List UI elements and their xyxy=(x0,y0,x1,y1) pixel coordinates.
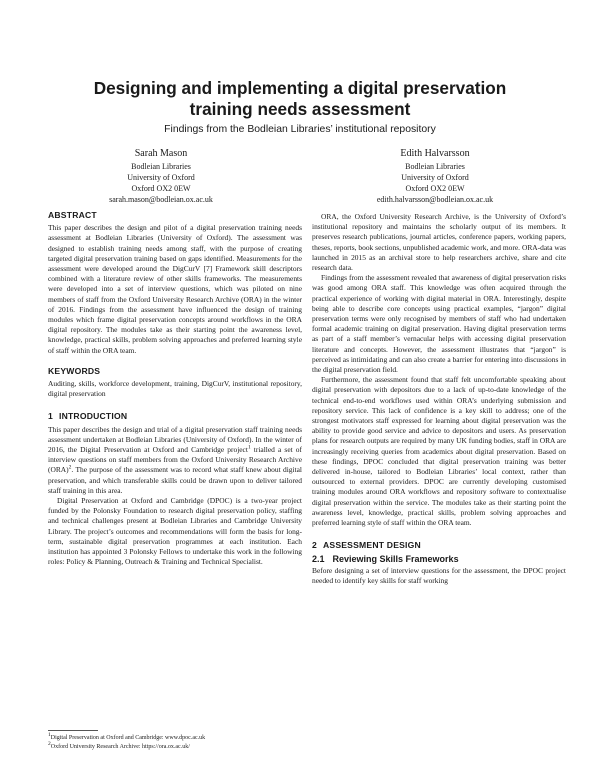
footnote-2: $^2$Oxford University Research Archive: https://ora.ox.ac.uk/ xyxy=(48,740,190,750)
right-column xyxy=(312,212,566,586)
section-title: INTRODUCTION xyxy=(58,411,128,422)
author-email: sarah.mason@bodleian.ox.ac.uk xyxy=(109,195,213,204)
section-title: ASSESSMENT DESIGN xyxy=(322,540,421,551)
subsection-title: Reviewing Skills Frameworks xyxy=(332,553,459,564)
subsection-number: 2.1 xyxy=(312,553,325,564)
author-affiliation: Bodleian Libraries xyxy=(131,162,191,171)
abstract-heading: ABSTRACT xyxy=(48,210,97,220)
footnotes xyxy=(48,730,302,751)
left-column xyxy=(48,210,302,568)
subsection-2-1-text: Before designing a set of interview questions for the assessment, the DPOC project needed to identify key skills for staff working xyxy=(312,565,566,585)
author-university: University of Oxford xyxy=(401,173,469,182)
footnote-1: $^1$Digital Preservation at Oxford and Cambridge: www.dpoc.ac.uk xyxy=(48,732,206,741)
author-address: Oxford OX2 0EW xyxy=(131,184,191,193)
intro-paragraph-1: This paper describes the design and trial of a digital preservation staff training needs assessment undertaken at Bodleian Libraries (University of Oxford). In the winter of 2016, the Digital Preservation at Oxford and Cambridge project$^1$ trialled a set of interview questions on staff members from the Oxford University Research Archive (ORA)$^2$. The purpose of the assessment was to record what staff knew about digital preservation, and which transferable skills could be drawn upon to deliver tailored staff training in this area. xyxy=(48,424,303,495)
author-email: edith.halvarsson@bodleian.ox.ac.uk xyxy=(376,195,494,204)
subsection-2-1-heading xyxy=(312,554,566,564)
author-block-1 xyxy=(46,147,276,205)
author-university: University of Oxford xyxy=(127,173,195,182)
paper-title: Designing and implementing a digital preservation training needs assessment xyxy=(93,78,507,119)
section-number: 2 xyxy=(312,540,317,551)
keywords-heading: KEYWORDS xyxy=(48,365,101,376)
section-1-heading xyxy=(48,411,302,421)
author-name: Sarah Mason xyxy=(134,148,188,159)
abstract-text: This paper describes the design and pilot of a digital preservation training needs assessment at Bodleian Libraries (University of Oxford). The assessment was designed to establish training needs among staff, with the purpose of creating targeted digital preservation training based on gaps identified. Measurements for the assessment were developed around the DigCurV [7] Framework skill descriptors combined with a literature review of other skills frameworks. The measurements were developed into a set of interview questions, which was piloted on nine members of staff from the Oxford University Research Archive (ORA) in the winter of 2016. Findings from the assessment have influenced the design of training modules which frame digital preservation concepts around workflows in the ORA digital repository. The modules take as their starting point the awareness level, knowledge, practical skills, problem solving approaches and preferred learning style of staff within the ORA team. xyxy=(48,223,302,355)
author-address: Oxford OX2 0EW xyxy=(405,184,465,193)
section-2-heading xyxy=(312,540,566,550)
body-paragraph: Furthermore, the assessment found that staff felt uncomfortable speaking about digital preservation with depositors due to a lack of up-to-date knowledge of the technical end-to-end workflows used within ORA’s underlying submission and repository service. This lack of confidence is a key skill to address; one of the strongest motivators staff expressed for learning about digital preservation was the ability to provide good service and advice to depositors and users. As preservation plans for research outputs are required by many UK funding bodies, staff in ORA are increasingly receiving queries from academics about digital preservation. Based on these findings, DPOC concluded that digital preservation training was better delivered in-house, tailored to Bodleian Libraries’ local context, rather than outsourced to external providers. DPOC are currently developing customised training modules around ORA workflows and repository software to contextualise digital preservation within the service. The modules take as their starting point the awareness level, knowledge, practical skills, problem solving approaches and preferred learning style of staff within the ORA team. xyxy=(312,375,566,528)
footnote-rule xyxy=(48,730,98,731)
footnote-ref: 1 xyxy=(247,444,251,451)
author-affiliation: Bodleian Libraries xyxy=(405,162,465,171)
author-block-2 xyxy=(320,147,550,205)
paper-subtitle: Findings from the Bodleian Libraries’ institutional repository xyxy=(164,124,436,135)
footnote-ref: 2 xyxy=(68,464,72,471)
keywords-text: Auditing, skills, workforce development, training, DigCurV, institutional repository, digital preservation xyxy=(48,379,302,399)
section-number: 1 xyxy=(48,411,53,422)
body-paragraph: ORA, the Oxford University Research Archive, is the University of Oxford’s institutional repository and maintains the scholarly output of its members. It preserves research publications, journal articles, conference papers, working papers, theses, reports, book sections, unpublished academic work, and more. ORA-data was launched in 2015 as an archival store to help researchers archive, share and cite research data. xyxy=(312,212,566,273)
body-paragraph: Findings from the assessment revealed that awareness of digital preservation risks was good among ORA staff. This knowledge was often acquired through the practical experience of working with digital material in ORA. Interestingly, despite being able to describe core concepts using practical examples, “jargon” digital preservation terms were only recognised by members of staff who had undertaken formal academic training on digital preservation. Having digital preservation terms as part of a staff member’s vernacular helps with accessing digital preservation literature and concepts. However, the assessment illustrates that “jargon” is perceived as intimidating and can also create a barrier for entering into discussions in the digital preservation field. xyxy=(312,273,566,375)
author-name: Edith Halvarsson xyxy=(400,148,470,159)
intro-paragraph-2: Digital Preservation at Oxford and Cambridge (DPOC) is a two-year project funded by the Polonsky Foundation to research digital preservation policy, staffing and technical challenges present at Bodleian Libraries and Cambridge University Library. The project’s outcomes and recommendations will form the basis for long-term, sustainable digital preservation programmes at each institution. Each institution has appointed 3 Polonsky Fellows to undertake this work in the following roles: Policy & Planning, Outreach & Training and Technical Specialist. xyxy=(48,496,302,567)
